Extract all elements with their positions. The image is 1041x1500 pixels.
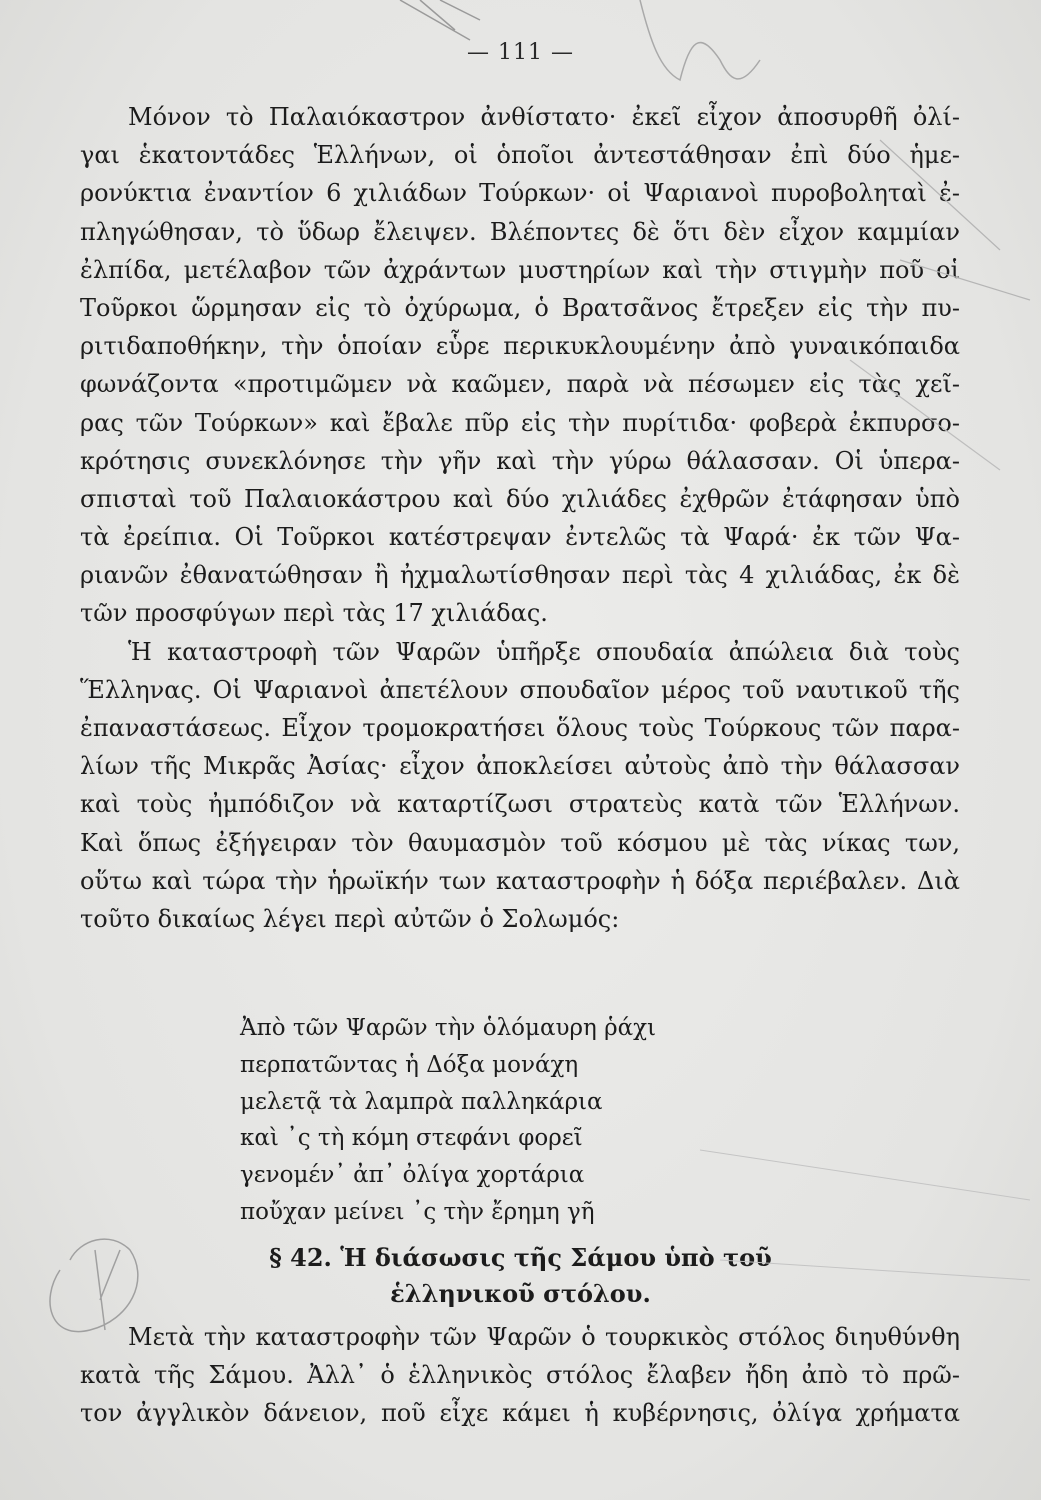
text-line: ριτιδαποθήκην, τὴν ὁποίαν εὗρε περικυκλουμένην ἀπὸ γυναικόπαιδα: [80, 332, 960, 361]
poem-line: ποὔχαν μείνει ᾽ς τὴν ἔρημη γῆ: [240, 1198, 595, 1225]
text-line: κατὰ τῆς Σάμου. Ἀλλ᾽ ὁ ἑλληνικὸς στόλος ἔλαβεν ἤδη ἀπὸ τὸ πρῶ-: [80, 1361, 960, 1390]
section-text: [80, 1318, 960, 1433]
section-title-part-1: Ἡ διάσωσις τῆς Σάμου ὑπὸ τοῦ: [340, 1243, 772, 1272]
text-line: φωνάζοντα «προτιμῶμεν νὰ καῶμεν, παρὰ νὰ πέσωμεν εἰς τὰς χεῖ-: [80, 370, 960, 399]
section-heading: [0, 1240, 1041, 1312]
text-line: σπισταὶ τοῦ Παλαιοκάστρου καὶ δύο χιλιάδες ἐχθρῶν ἐτάφησαν ὑπὸ: [80, 484, 960, 513]
text-line: Μετὰ τὴν καταστροφὴν τῶν Ψαρῶν ὁ τουρκικὸς στόλος διηυθύνθη: [128, 1323, 960, 1351]
section-number: § 42.: [269, 1243, 332, 1272]
text-line: γαι ἑκατοντάδες Ἑλλήνων, οἱ ὁποῖοι ἀντεστάθησαν ἐπὶ δύο ἡμε-: [80, 141, 960, 170]
poem-line: μελετᾷ τὰ λαμπρὰ παλληκάρια: [240, 1088, 603, 1115]
text-line: ρας τῶν Τούρκων» καὶ ἔβαλε πῦρ εἰς τὴν πυρίτιδα· φοβερὰ ἐκπυρσο-: [80, 408, 960, 437]
text-line: Τοῦρκοι ὥρμησαν εἰς τὸ ὀχύρωμα, ὁ Βρατσᾶνος ἔτρεξεν εἰς τὴν πυ-: [80, 293, 960, 322]
section-heading-line-1: [0, 1240, 1041, 1276]
text-line: Ἕλληνας. Οἱ Ψαριανοὶ ἀπετέλουν σπουδαῖον μέρος τοῦ ναυτικοῦ τῆς: [80, 675, 960, 704]
poem-line: Ἀπὸ τῶν Ψαρῶν τὴν ὁλόμαυρη ῥάχι: [240, 1015, 657, 1041]
text-line: Μόνον τὸ Παλαιόκαστρον ἀνθίστατο· ἐκεῖ εἶχον ἀποσυρθῆ ὀλί-: [128, 103, 960, 131]
text-line: καὶ τοὺς ἠμπόδιζον νὰ καταρτίζωσι στρατεὺς κατὰ τῶν Ἑλλήνων.: [80, 790, 960, 819]
section-title-part-2: ἑλληνικοῦ στόλου.: [390, 1279, 651, 1308]
text-line: ἐλπίδα, μετέλαβον τῶν ἀχράντων μυστηρίων καὶ τὴν στιγμὴν ποῦ οἱ: [80, 255, 960, 284]
text-line: τον ἀγγλικὸν δάνειον, ποῦ εἶχε κάμει ἡ κυβέρνησις, ὀλίγα χρήματα: [80, 1399, 960, 1428]
text-line: Καὶ ὅπως ἐξήγειραν τὸν θαυμασμὸν τοῦ κόσμου μὲ τὰς νίκας των,: [80, 828, 960, 857]
text-line: ρονύκτια ἐναντίον 6 χιλιάδων Τούρκων· οἱ Ψαριανοὶ πυροβοληταὶ ἐ-: [80, 179, 960, 208]
text-line: τῶν προσφύγων περὶ τὰς 17 χιλιάδας.: [80, 599, 548, 628]
text-line: τὰ ἐρείπια. Οἱ Τοῦρκοι κατέστρεψαν ἐντελῶς τὰ Ψαρά· ἐκ τῶν Ψα-: [80, 523, 960, 552]
poem-line: γενομέν᾽ ἀπ᾽ ὀλίγα χορτάρια: [240, 1162, 585, 1189]
poem-line: περπατῶντας ἡ Δόξα μονάχη: [240, 1051, 579, 1078]
text-line: κρότησις συνεκλόνησε τὴν γῆν καὶ τὴν γύρω θάλασσαν. Οἱ ὑπερα-: [80, 446, 960, 475]
page-number: — 111 —: [467, 40, 574, 65]
text-line: τοῦτο δικαίως λέγει περὶ αὐτῶν ὁ Σολωμός:: [80, 904, 620, 933]
text-line: ριανῶν ἐθανατώθησαν ἢ ἠχμαλωτίσθησαν περὶ τὰς 4 χιλιάδας, ἐκ δὲ: [80, 561, 960, 590]
text-line: ἐπαναστάσεως. Εἶχον τρομοκρατήσει ὅλους τοὺς Τούρκους τῶν παρα-: [80, 714, 960, 742]
text-line: πληγώθησαν, τὸ ὕδωρ ἔλειψεν. Βλέποντες δὲ ὅτι δὲν εἶχον καμμίαν: [80, 217, 960, 246]
poem: [240, 1010, 760, 1231]
main-text: [80, 98, 960, 938]
poem-line: καὶ ᾽ς τὴ κόμη στεφάνι φορεῖ: [240, 1125, 583, 1152]
text-line: οὕτω καὶ τώρα τὴν ἡρωϊκήν των καταστροφὴν ἡ δόξα περιέβαλεν. Διὰ: [80, 866, 960, 895]
text-line: λίων τῆς Μικρᾶς Ἀσίας· εἶχον ἀποκλείσει αὐτοὺς ἀπὸ τὴν θάλασσαν: [80, 752, 960, 781]
text-line: Ἡ καταστροφὴ τῶν Ψαρῶν ὑπῆρξε σπουδαία ἀπώλεια διὰ τοὺς: [128, 637, 960, 666]
